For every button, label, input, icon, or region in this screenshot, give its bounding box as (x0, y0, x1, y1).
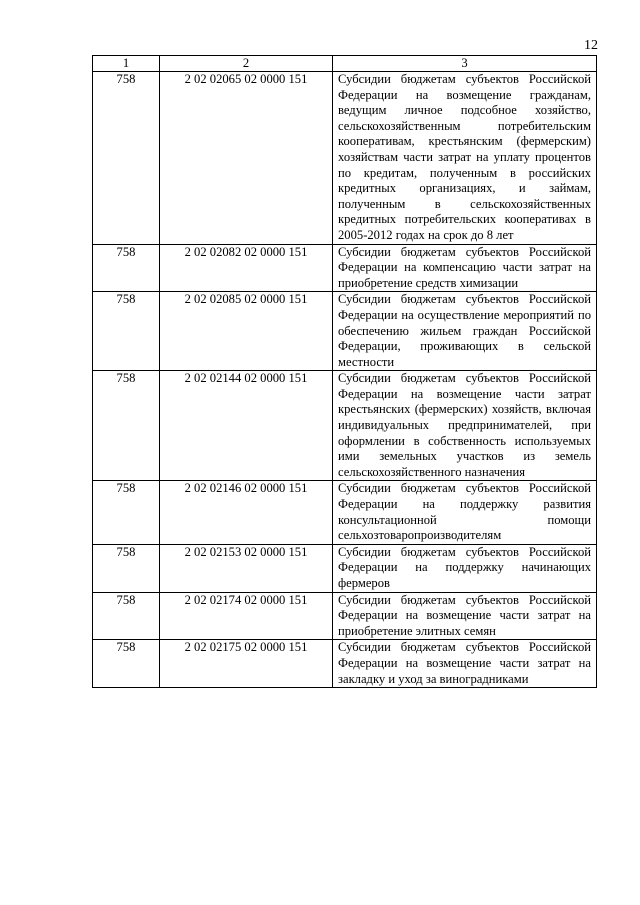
description-cell: Субсидии бюджетам субъектов Российской Федерации на возмещение части затрат на закладку и уход за виноградниками (333, 640, 597, 688)
admin-code-cell: 758 (93, 292, 160, 371)
table-row (93, 592, 597, 640)
description-cell: Субсидии бюджетам субъектов Российской Федерации на возмещение части затрат крестьянских (фермерских) хозяйств, включая индивидуальных предпринимателей, при оформлении в собственность используемых ими земельных участков из земель сельскохозяйственного назначения (333, 371, 597, 481)
budget-classification-table (92, 55, 597, 688)
description-cell: Субсидии бюджетам субъектов Российской Федерации на поддержку начинающих фермеров (333, 544, 597, 592)
admin-code-cell: 758 (93, 244, 160, 292)
table-row (93, 292, 597, 371)
column-header-1: 1 (93, 56, 160, 72)
budget-code-cell: 2 02 02175 02 0000 151 (160, 640, 333, 688)
description-cell: Субсидии бюджетам субъектов Российской Федерации на поддержку развития консультационной помощи сельхозтоваропроизводителям (333, 481, 597, 544)
budget-code-cell: 2 02 02174 02 0000 151 (160, 592, 333, 640)
budget-code-cell: 2 02 02065 02 0000 151 (160, 72, 333, 245)
admin-code-cell: 758 (93, 481, 160, 544)
description-cell: Субсидии бюджетам субъектов Российской Федерации на возмещение части затрат на приобретение элитных семян (333, 592, 597, 640)
column-header-2: 2 (160, 56, 333, 72)
admin-code-cell: 758 (93, 640, 160, 688)
table-row (93, 481, 597, 544)
description-cell: Субсидии бюджетам субъектов Российской Федерации на компенсацию части затрат на приобретение средств химизации (333, 244, 597, 292)
description-cell: Субсидии бюджетам субъектов Российской Федерации на осуществление мероприятий по обеспечению жильем граждан Российской Федерации, проживающих в сельской местности (333, 292, 597, 371)
admin-code-cell: 758 (93, 544, 160, 592)
table-row (93, 371, 597, 481)
budget-code-cell: 2 02 02082 02 0000 151 (160, 244, 333, 292)
page-number: 12 (584, 38, 598, 53)
budget-code-cell: 2 02 02146 02 0000 151 (160, 481, 333, 544)
admin-code-cell: 758 (93, 592, 160, 640)
budget-code-cell: 2 02 02085 02 0000 151 (160, 292, 333, 371)
table-row (93, 244, 597, 292)
admin-code-cell: 758 (93, 371, 160, 481)
table-row (93, 544, 597, 592)
table-row (93, 640, 597, 688)
table-header-row (93, 56, 597, 72)
budget-code-cell: 2 02 02144 02 0000 151 (160, 371, 333, 481)
column-header-3: 3 (333, 56, 597, 72)
admin-code-cell: 758 (93, 72, 160, 245)
description-cell: Субсидии бюджетам субъектов Российской Федерации на возмещение гражданам, ведущим личное подсобное хозяйство, сельскохозяйственным потребительским кооперативам, крестьянским (фермерским) хозяйствам части затрат на уплату процентов по кредитам, полученным в российских кредитных организациях, и займам, полученным в сельскохозяйственных кредитных потребительских кооперативах в 2005-2012 годах на срок до 8 лет (333, 72, 597, 245)
budget-code-cell: 2 02 02153 02 0000 151 (160, 544, 333, 592)
table-row (93, 72, 597, 245)
